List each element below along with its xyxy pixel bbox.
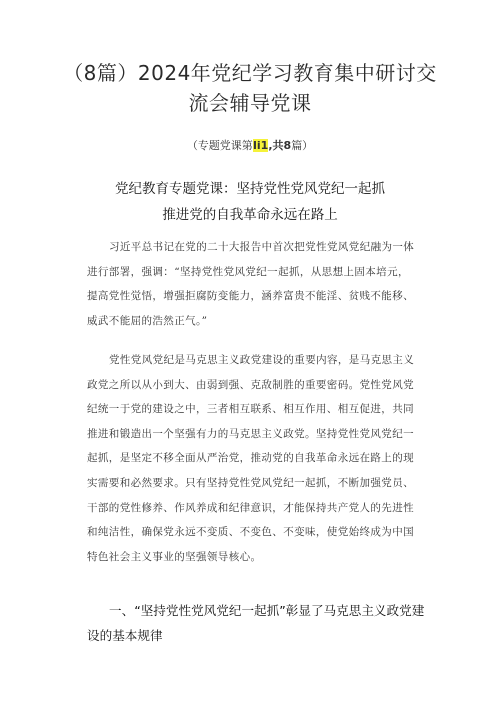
subtitle-middle: ,共 xyxy=(268,139,284,152)
title-line-1: （8篇）2024年党纪学习教育集中研讨交 xyxy=(63,61,437,85)
subtitle-count: 8 xyxy=(283,139,292,152)
paragraph-line: 政党之所以从小到大、由弱到强、克敌制胜的重要密码。党性党风党 xyxy=(87,378,414,391)
subtitle-suffix: 篇） xyxy=(291,139,314,152)
paragraph-line: 推进和锻造出一个坚强有力的马克思主义政党。坚持党性党风党纪一 xyxy=(87,427,414,440)
paragraph-2 xyxy=(87,348,429,569)
paragraph-line: 实需要和必然要求。只有坚持党性党风党纪一起抓，不断加强党员、 xyxy=(87,476,414,489)
paragraph-line: 威武不能屈的浩然正气。” xyxy=(87,314,208,327)
heading-line: 一、“坚持党性党风党纪一起抓”彰显了马克思主义政党建 xyxy=(109,603,425,618)
paragraph-1 xyxy=(87,235,429,333)
document-subtitle xyxy=(0,138,500,154)
paragraph-line: 提高党性觉悟，增强拒腐防变能力，涵养富贵不能淫、贫贱不能移、 xyxy=(87,290,414,303)
heading-line: 设的基本规律 xyxy=(87,628,163,643)
subtitle-prefix: （专题党课第 xyxy=(186,139,253,152)
paragraph-line: 特色社会主义事业的坚强领导核心。 xyxy=(87,550,262,563)
paragraph-line: 纪统一于党的建设之中，三者相互联系、相互作用、相互促进，共同 xyxy=(87,403,414,416)
paragraph-line: 和纯洁性，确保党永远不变质、不变色、不变味，使党始终成为中国 xyxy=(87,526,414,539)
section-title xyxy=(60,176,440,228)
section-title-line-1: 党纪教育专题党课：坚持党性党风党纪一起抓 xyxy=(115,181,385,197)
subtitle-highlight: Ii1 xyxy=(252,139,269,152)
paragraph-line: 党性党风党纪是马克思主义政党建设的重要内容，是马克思主义 xyxy=(109,354,415,366)
document-title xyxy=(60,58,440,118)
paragraph-line: 习近平总书记在党的二十大报告中首次把党性党风党纪融为一体 xyxy=(109,241,415,253)
title-line-2: 流会辅导党课 xyxy=(188,91,312,115)
heading-section-1 xyxy=(87,598,429,648)
section-title-line-2: 推进党的自我革命永远在路上 xyxy=(162,207,338,223)
paragraph-line: 干部的党性修养、作风养成和纪律意识，才能保持共产党人的先进性 xyxy=(87,501,414,514)
paragraph-line: 进行部署，强调：“坚持党性党风党纪一起抓，从思想上固本培元， xyxy=(87,265,409,278)
paragraph-line: 起抓，是坚定不移全面从严治党，推动党的自我革命永远在路上的现 xyxy=(87,452,414,465)
